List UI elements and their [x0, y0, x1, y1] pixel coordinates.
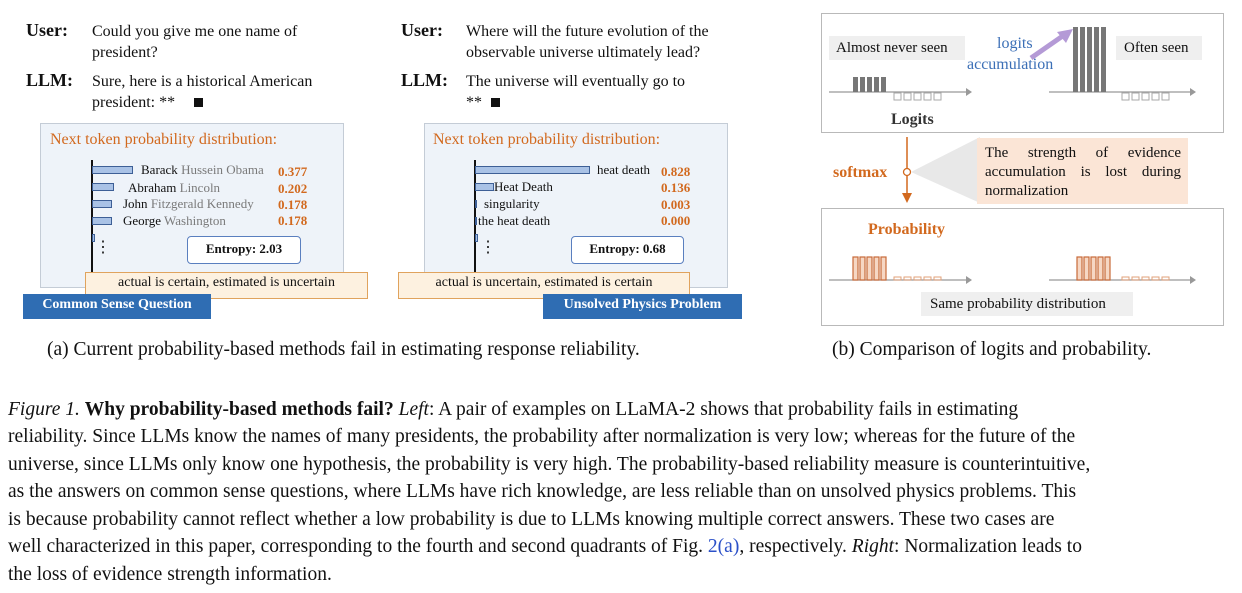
user-label: User:: [26, 20, 68, 40]
distribution-axis: [91, 160, 93, 272]
caption-line-3: universe, since LLMs only know one hypothesis, the probability is very high. The probability-based reliability measure is counterintuitive,: [8, 454, 1091, 475]
probability-bar: [475, 200, 477, 208]
candidate-probability: 0.000: [661, 213, 691, 228]
logit-bar: [860, 77, 865, 92]
cursor-block-icon: [491, 98, 500, 107]
distribution-title: Next token probability distribution:: [50, 131, 278, 148]
candidate-probability: 0.202: [278, 181, 308, 196]
llm-answer-line2: **: [466, 94, 482, 111]
logit-bars-high: [1073, 27, 1106, 92]
candidate-label: George Washington: [123, 213, 226, 228]
entropy-box: Entropy: 0.68: [571, 236, 684, 264]
candidate-probability: 0.003: [661, 197, 691, 212]
user-question-line1: Could you give me one name of: [92, 23, 298, 40]
user-question-line1: Where will the future evolution of the: [466, 23, 709, 40]
candidate-label: John Fitzgerald Kennedy: [123, 196, 254, 211]
user-question-line2: president?: [92, 44, 158, 61]
callout-pointer: [905, 135, 985, 205]
logit-bar: [881, 77, 886, 92]
small-logit-boxes-right: [1122, 93, 1169, 100]
candidate-probability: 0.136: [661, 180, 691, 195]
llm-answer-line1: The universe will eventually go to: [466, 73, 686, 90]
logit-bar: [853, 77, 858, 92]
probability-bar: [867, 257, 872, 280]
candidate-probability: 0.828: [661, 164, 691, 179]
probability-bar: [1091, 257, 1096, 280]
user-label: User:: [401, 20, 443, 40]
probability-bar: [475, 166, 590, 174]
small-prob-boxes-left: [894, 277, 941, 280]
probability-bar: [92, 200, 112, 208]
logit-bar: [1087, 27, 1092, 92]
arrowhead-icon: [966, 88, 972, 96]
llm-label: LLM:: [26, 70, 73, 90]
logit-bar: [1080, 27, 1085, 92]
logit-bar: [1073, 27, 1078, 92]
probability-bar: [1077, 257, 1082, 280]
cursor-block-icon: [194, 98, 203, 107]
probability-bar: [92, 166, 133, 174]
user-question-line2: observable universe ultimately lead?: [466, 44, 701, 61]
reliability-note: actual is certain, estimated is uncertain: [85, 272, 368, 299]
often-seen-label: Often seen: [1124, 40, 1189, 56]
candidate-probability: 0.178: [278, 197, 308, 212]
ellipsis: ⋮: [95, 239, 111, 256]
evidence-note-line2: accumulation is lost during: [985, 164, 1181, 180]
probability-bar: [1098, 257, 1103, 280]
small-prob-boxes-right: [1122, 277, 1169, 280]
prob-bars-right: [1077, 257, 1110, 280]
logits-label: Logits: [891, 111, 934, 128]
probability-bar: [475, 183, 494, 191]
probability-bar: [853, 257, 858, 280]
caption-line-6: well characterized in this paper, corresponding to the fourth and second quadrants of Fig. 2(a), respectively. Right: Normalization leads to: [8, 536, 1082, 557]
probability-label: Probability: [868, 221, 946, 238]
probability-bar: [1084, 257, 1089, 280]
distribution-axis: [474, 160, 476, 272]
candidate-label: Barack Hussein Obama: [141, 162, 264, 177]
same-distribution-label: Same probability distribution: [930, 296, 1106, 312]
candidate-label: the heat death: [478, 213, 551, 228]
caption-line-5: is because probability cannot reflect whether a low probability is due to LLMs knowing multiple correct answers. These two cases are: [8, 509, 1055, 530]
candidate-label: Heat Death: [494, 179, 553, 194]
reliability-note: actual is uncertain, estimated is certain: [398, 272, 690, 299]
probability-bar: [475, 217, 477, 225]
candidate-probability: 0.377: [278, 164, 308, 179]
arrowhead-icon: [966, 276, 972, 284]
logit-bar: [1094, 27, 1099, 92]
logit-bar: [1101, 27, 1106, 92]
ellipsis: ⋮: [480, 239, 496, 256]
distribution-title: Next token probability distribution:: [433, 131, 661, 148]
llm-answer-line2: president: **: [92, 94, 176, 111]
candidate-probability: 0.178: [278, 213, 308, 228]
probability-bar: [1105, 257, 1110, 280]
figure-reference-link[interactable]: 2(a): [707, 536, 740, 557]
category-tag-physics: Unsolved Physics Problem: [543, 294, 742, 319]
probability-bar: [92, 183, 114, 191]
logits-accumulation-label-2: accumulation: [967, 56, 1054, 73]
candidate-label: heat death: [597, 162, 651, 177]
arrowhead-icon: [1190, 276, 1196, 284]
prob-bars-left: [853, 257, 886, 280]
logits-plot: [821, 13, 1222, 133]
candidate-label: Abraham Lincoln: [128, 180, 221, 195]
caption-line-7: the loss of evidence strength information.: [8, 564, 332, 585]
probability-bar: [475, 234, 478, 242]
probability-bar: [874, 257, 879, 280]
probability-bar: [92, 217, 112, 225]
evidence-note-line3: normalization: [985, 183, 1069, 199]
entropy-box: Entropy: 2.03: [187, 236, 301, 264]
llm-answer-line1: Sure, here is a historical American: [92, 73, 313, 90]
softmax-label: softmax: [833, 164, 888, 181]
almost-never-seen-label: Almost never seen: [836, 40, 948, 56]
arrowhead-icon: [1190, 88, 1196, 96]
probability-bar: [881, 257, 886, 280]
logit-bar: [867, 77, 872, 92]
subcaption-b: (b) Comparison of logits and probability.: [832, 339, 1152, 360]
candidate-label: singularity: [484, 196, 540, 211]
small-logit-boxes-left: [894, 93, 941, 100]
evidence-note-line1: The strength of evidence: [985, 145, 1181, 161]
logits-accumulation-label-1: logits: [997, 35, 1033, 52]
caption-line-2: reliability. Since LLMs know the names of many presidents, the probability after normalization is very low; whereas for the future of the: [8, 426, 1076, 447]
caption-line-4: as the answers on common sense questions, where LLMs have rich knowledge, are less reliable than on unsolved physics problems. This: [8, 481, 1077, 502]
subcaption-a: (a) Current probability-based methods fail in estimating response reliability.: [47, 339, 640, 360]
category-tag-common-sense: Common Sense Question: [23, 294, 211, 319]
llm-label: LLM:: [401, 70, 448, 90]
logit-bars-low: [853, 77, 886, 92]
caption-line-1: Figure 1. Why probability-based methods fail? Left: A pair of examples on LLaMA-2 shows that probability fails in estimating: [8, 399, 1019, 420]
probability-bar: [860, 257, 865, 280]
callout-wedge: [911, 137, 980, 203]
logit-bar: [874, 77, 879, 92]
